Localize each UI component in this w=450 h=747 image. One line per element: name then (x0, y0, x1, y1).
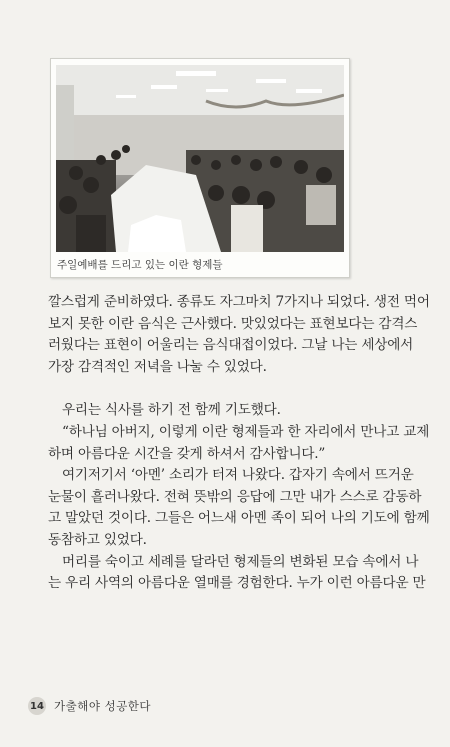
text-line: 우리는 식사를 하기 전 함께 기도했다. (62, 402, 281, 419)
text-line: “하나님 아버지, 이렇게 이란 형제들과 한 자리에서 만나고 교제 (62, 423, 430, 440)
paragraph-gap (48, 378, 420, 400)
photo-caption: 주일예배를 드리고 있는 이란 형제들 (57, 259, 223, 271)
page-number: 14 (28, 697, 46, 715)
text-line: 하며 아름다운 시간을 갖게 하셔서 감사합니다.” (48, 445, 326, 462)
page-footer (28, 696, 151, 716)
text-line: 깔스럽게 준비하였다. 종류도 자그마치 7가지나 되었다. 생전 먹어 (48, 294, 430, 310)
photo-iranian-brothers-worship (56, 65, 344, 252)
photo-illustration (56, 65, 344, 252)
text-line: 가장 감격적인 저녁을 나눌 수 있었다. (48, 358, 267, 375)
text-line: 는 우리 사역의 아름다운 열매를 경험한다. 누가 이런 아름다운 만 (48, 575, 426, 592)
text-line: 러웠다는 표현이 어울리는 음식대접이었다. 그날 나는 세상에서 (48, 337, 414, 354)
text-line: 고 말았던 것이다. 그들은 어느새 아멘 족이 되어 나의 기도에 함께 (48, 510, 430, 527)
text-line: 보지 못한 이란 음식은 근사했다. 맛있었다는 표현보다는 감격스 (48, 315, 418, 332)
running-book-title: 가출해야 성공한다 (54, 699, 152, 713)
photo-frame (50, 58, 350, 278)
text-line: 동참하고 있었다. (48, 531, 147, 548)
text-line: 눈물이 흘러나왔다. 전혀 뜻밖의 응답에 그만 내가 스스로 감동하 (48, 488, 422, 505)
body-text (48, 292, 430, 595)
text-line: 여기저기서 ‘아멘’ 소리가 터져 나왔다. 갑자기 속에서 뜨거운 (62, 467, 414, 484)
text-line: 머리를 숙이고 세례를 달라던 형제들의 변화된 모습 속에서 나 (62, 553, 419, 570)
